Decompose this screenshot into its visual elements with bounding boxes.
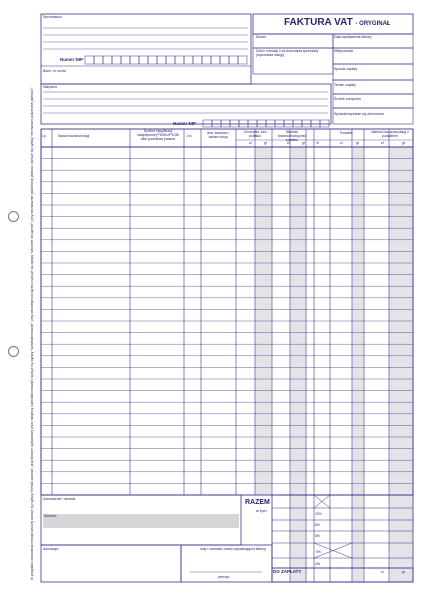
buyer-nip-digit-box xyxy=(230,120,239,127)
nip-digit-box xyxy=(121,56,130,64)
stamp-label: pieczęć xyxy=(218,575,230,579)
nip-digit-box xyxy=(94,56,103,64)
buyer-nip-digit-box xyxy=(275,120,284,127)
buyer-nip-digit-box xyxy=(266,120,275,127)
buyer-nip-digit-box xyxy=(311,120,320,127)
invoice-title xyxy=(284,17,391,30)
col-symbol: Symbol klasyfikacji statystycznej PKWiU/PKOB albo podstawa prawna xyxy=(137,129,179,141)
buyer-nip-digit-box xyxy=(302,120,311,127)
col-tax: Podatek xyxy=(340,131,353,135)
total-label: RAZEM xyxy=(245,499,270,506)
rate-0: 0% xyxy=(316,550,321,554)
to-pay-gr: gr xyxy=(402,570,406,574)
nip-digit-box xyxy=(166,56,175,64)
bank-label: Bank i nr konta xyxy=(43,69,66,73)
side-note: W przypadku stosowania metody kasowej wpisuje się wyrazy "metoda kasowa"; przy fakturze wystawianej przez nabywcę (samofakturowanie) wpisuje się wyrazy "samofakturowanie"; przy odwrotnym obciążeniu wpisuje się wyrazy "odwrotne obciążenie"; przy mechanizmie podzielonej płatności wpisuje się wyrazy "mechanizm podzielonej płatności" xyxy=(30,87,34,580)
nip-digit-box xyxy=(229,56,238,64)
nip-digit-box xyxy=(157,56,166,64)
nip-digit-box xyxy=(85,56,94,64)
buyer-nip-digit-box xyxy=(320,120,329,127)
payment-method-label: Sposób zapłaty xyxy=(334,67,358,71)
to-pay-label: DO ZAPŁATY xyxy=(273,569,302,574)
signature-label: Imię i nazwisko osoby wystawiającej fakturę xyxy=(200,547,266,551)
buyer-nip-digit-box xyxy=(248,120,257,127)
transport-label: Środek transportu xyxy=(334,97,361,101)
rate-5: 5% xyxy=(315,534,320,538)
sale-date-label: Dzień, miesiąc i rok dokonania sprzedaży (wykonania usługi) xyxy=(256,49,319,57)
buyer-nip-digit-box xyxy=(221,120,230,127)
invoice-title-main: FAKTURA VAT xyxy=(284,17,353,28)
col-gross: Wartość towarów/usług z podatkiem xyxy=(371,130,409,138)
to-pay-zl: zł xyxy=(381,570,384,574)
buyer-nip-digit-box xyxy=(239,120,248,127)
nip-digit-box xyxy=(193,56,202,64)
seller-label: Sprzedawca xyxy=(43,15,62,19)
place-label: Miejscowość xyxy=(334,49,354,53)
issue-date-label: Data wystawienia faktury xyxy=(334,35,372,39)
sub-tax-gr: gr xyxy=(356,141,360,145)
sub-price-zl: zł xyxy=(249,141,252,145)
remarks-box xyxy=(41,545,181,582)
nip-digit-box xyxy=(130,56,139,64)
number-label: Numer xyxy=(256,35,267,39)
buyer-nip-label: Numer NIP xyxy=(173,121,197,126)
sub-net-gr: gr xyxy=(302,141,306,145)
remarks-label: Adnotacje: xyxy=(43,547,60,551)
buyer-box xyxy=(41,84,331,124)
nip-digit-box xyxy=(184,56,193,64)
issue-place-label: Wydanie/wysłanie wg dokumentu xyxy=(334,112,385,116)
col-price: Cena jedn. bez podatku xyxy=(243,130,267,138)
invoice-title-suffix: - ORYGINAŁ xyxy=(355,21,391,27)
col-net: Wartość towarów/usług bez podatku xyxy=(277,130,307,142)
sub-tax-zl: zł xyxy=(340,141,343,145)
nip-digit-box xyxy=(139,56,148,64)
nip-digit-box xyxy=(112,56,121,64)
word-amount-label: Zamówienie / słownie xyxy=(43,497,76,501)
words-box[interactable] xyxy=(43,514,239,528)
sub-gross-gr: gr xyxy=(402,141,406,145)
col-name: Nazwa towaru/usługi xyxy=(58,134,90,138)
buyer-nip-digit-box xyxy=(284,120,293,127)
buyer-nip-digit-box xyxy=(203,120,212,127)
nip-digit-box xyxy=(202,56,211,64)
rate-zw: ZW xyxy=(315,562,321,566)
rate-8: 8% xyxy=(315,523,320,527)
words-label: Słownie: xyxy=(44,514,57,518)
sub-net-zl: zł xyxy=(287,141,290,145)
rate-23: 23% xyxy=(315,512,322,516)
nip-digit-box xyxy=(148,56,157,64)
col-qty: Ilość towarów / zakres usług xyxy=(206,131,230,139)
nip-digit-box xyxy=(211,56,220,64)
nip-digit-box xyxy=(220,56,229,64)
nip-digit-box xyxy=(103,56,112,64)
nip-digit-box xyxy=(238,56,247,64)
col-lp: Lp. xyxy=(42,134,47,138)
sub-tax-pct: % xyxy=(316,141,320,145)
payment-deadline-label: Termin zapłaty xyxy=(334,83,356,87)
buyer-label: Nabywca xyxy=(43,85,57,89)
buyer-nip-digit-box xyxy=(257,120,266,127)
sub-gross-zl: zł xyxy=(381,141,384,145)
buyer-nip-digit-box xyxy=(212,120,221,127)
buyer-nip-digit-box xyxy=(293,120,302,127)
nip-digit-box xyxy=(175,56,184,64)
col-jm: J.m. xyxy=(186,134,193,138)
in-that-label: w tym: xyxy=(256,508,268,513)
nip-label: Numer NIP xyxy=(60,57,84,62)
sub-price-gr: gr xyxy=(264,141,268,145)
